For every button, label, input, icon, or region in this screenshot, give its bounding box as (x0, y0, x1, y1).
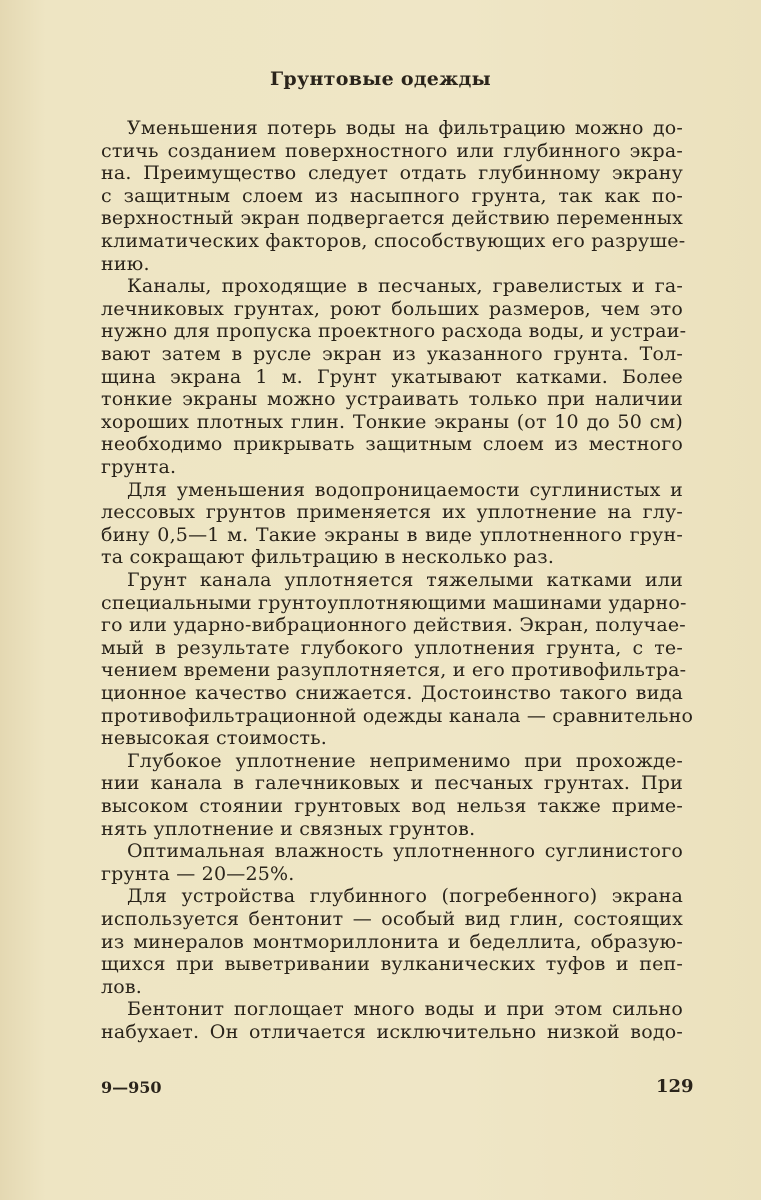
text-line: вают затем в русле экран из указанного грунта. Тол- (101, 343, 683, 365)
text-line: лов. (101, 975, 143, 998)
text-line: лессовых грунтов применяется их уплотнение на глу- (101, 501, 683, 524)
text-line: щина экрана 1 м. Грунт укатывают катками. Более (101, 365, 683, 388)
text-line: Каналы, проходящие в песчаных, гравелистых и га- (127, 275, 683, 298)
page-title: Грунтовые одежды (270, 68, 491, 90)
text-line: высоком стоянии грунтовых вод нельзя также приме- (101, 795, 683, 817)
text-line: климатических факторов, способствующих его разруше- (101, 230, 686, 252)
text-line: тонкие экраны можно устраивать только при наличии (101, 388, 683, 411)
text-line: Для устройства глубинного (погребенного) экрана (127, 885, 683, 908)
text-line: нию. (101, 252, 150, 275)
text-line: щихся при выветривании вулканических туфов и пеп- (101, 953, 683, 976)
text-line: Для уменьшения водопроницаемости суглинистых и (127, 478, 683, 501)
text-line: Уменьшения потерь воды на фильтрацию можно до- (127, 117, 683, 139)
text-line: грунта. (101, 456, 177, 478)
text-line: Бентонит поглощает много воды и при этом сильно (127, 998, 683, 1021)
signature-mark: 9—950 (101, 1078, 162, 1097)
text-line: верхностный экран подвергается действию переменных (101, 207, 683, 230)
text-line: Глубокое уплотнение неприменимо при прохожде- (127, 749, 683, 772)
text-line: хороших плотных глин. Тонкие экраны (от 10 до 50 см) (101, 410, 683, 433)
text-line: мый в результате глубокого уплотнения грунта, с те- (101, 636, 683, 659)
text-line: используется бентонит — особый вид глин, состоящих (101, 908, 683, 930)
text-line: на. Преимущество следует отдать глубинному экрану (101, 162, 683, 185)
text-line: бину 0,5—1 м. Такие экраны в виде уплотненного грун- (101, 523, 683, 546)
text-line: нии канала в галечниковых и песчаных грунтах. При (101, 772, 683, 795)
text-line: ционное качество снижается. Достоинство такого вида (101, 682, 683, 704)
page-number: 129 (656, 1076, 694, 1097)
text-line: чением времени разуплотняется, и его противофильтра- (101, 659, 687, 682)
text-line: лечниковых грунтах, роют больших размеров, чем это (101, 297, 683, 320)
text-line: Оптимальная влажность уплотненного суглинистого (127, 840, 683, 863)
text-line: противофильтрационной одежды канала — сравнительно (101, 704, 694, 727)
text-line: нять уплотнение и связных грунтов. (101, 817, 476, 840)
text-line: нужно для пропуска проектного расхода воды, и устраи- (101, 320, 687, 343)
text-line: необходимо прикрывать защитным слоем из местного (101, 433, 683, 456)
text-line: невысокая стоимость. (101, 727, 328, 750)
text-line: стичь созданием поверхностного или глубинного экра- (101, 139, 683, 162)
text-line: го или ударно-вибрационного действия. Экран, получае- (101, 614, 686, 637)
text-line: из минералов монтмориллонита и беделлита, образую- (101, 930, 683, 953)
text-line: та сокращают фильтрацию в несколько раз. (101, 546, 555, 569)
text-line: с защитным слоем из насыпного грунта, так как по- (101, 184, 683, 207)
text-line: набухает. Он отличается исключительно низкой водо- (101, 1021, 683, 1043)
text-line: Грунт канала уплотняется тяжелыми катками или (127, 569, 683, 591)
text-line: специальными грунтоуплотняющими машинами ударно- (101, 591, 687, 614)
text-line: грунта — 20—25%. (101, 862, 295, 885)
